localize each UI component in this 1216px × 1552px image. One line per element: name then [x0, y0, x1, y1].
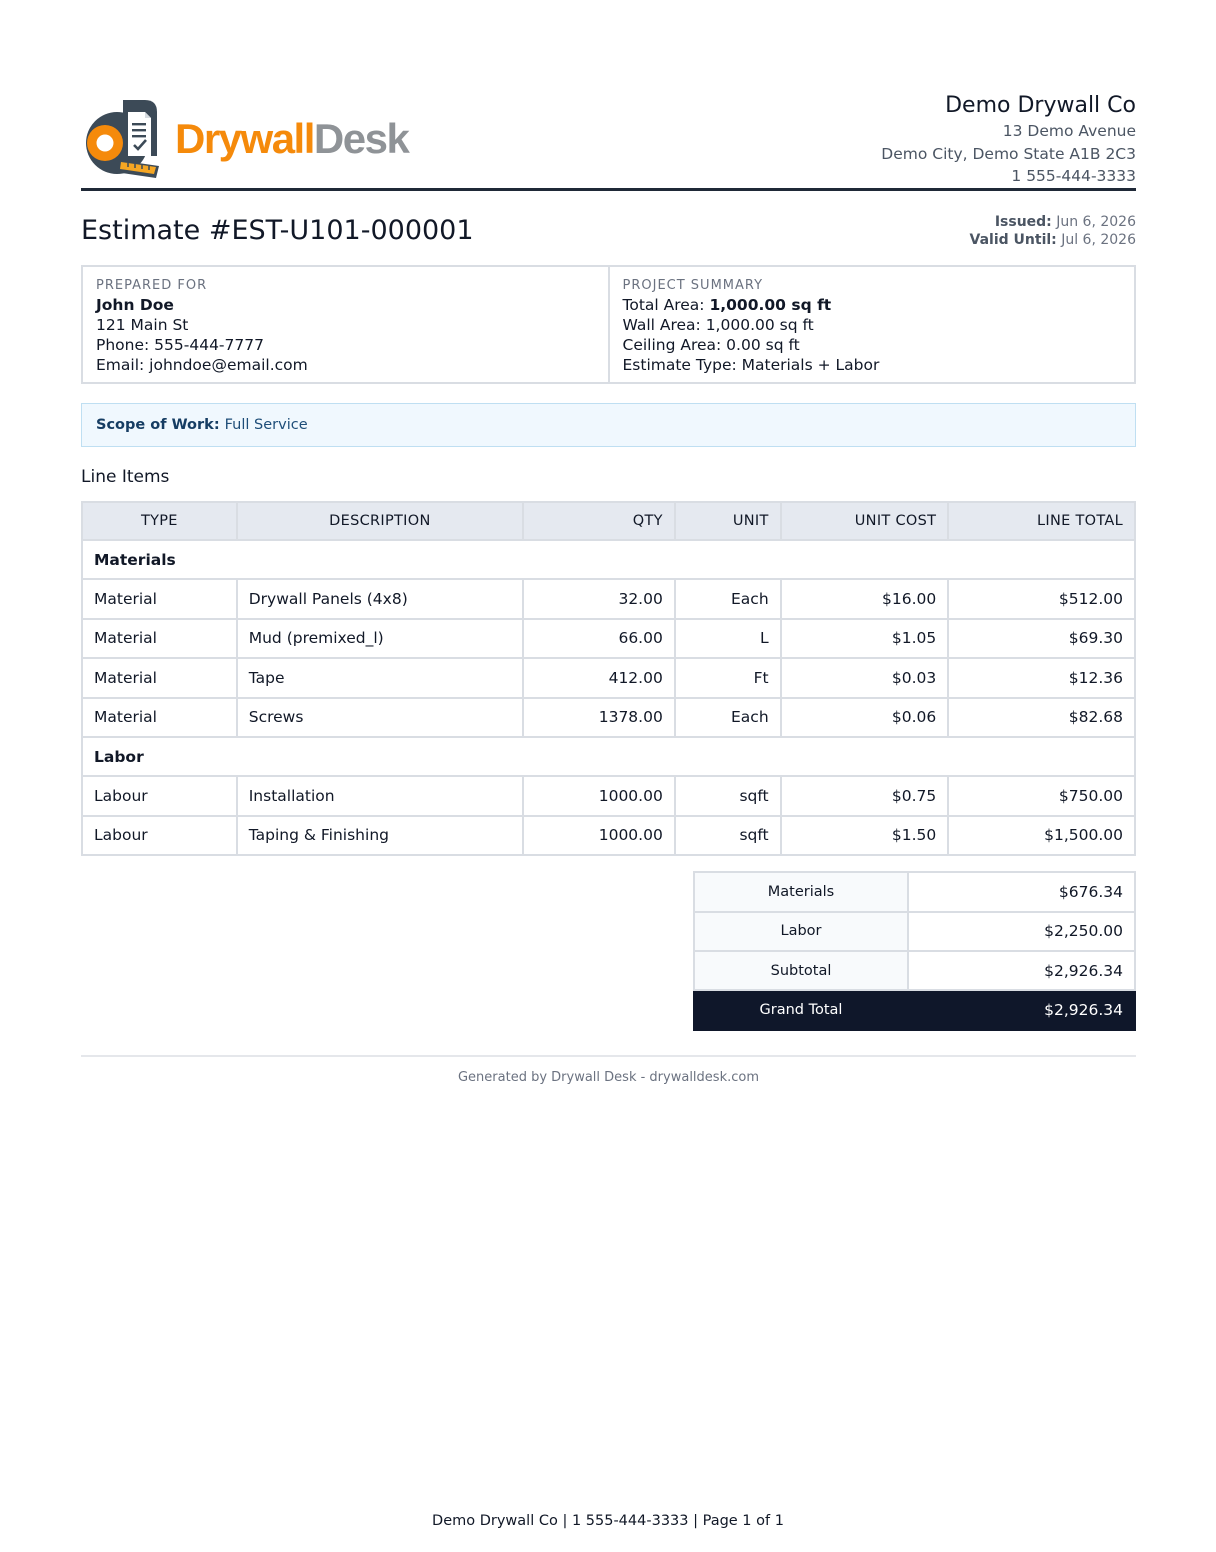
total-area: Total Area: 1,000.00 sq ft — [622, 296, 832, 314]
table-header-row — [82, 502, 1135, 540]
scope-label: Scope of Work: — [96, 417, 220, 433]
column-header-unit-cost: UNIT COST — [781, 502, 949, 540]
company-phone: 1 555-444-3333 — [1011, 167, 1136, 185]
totals-row-subtotal: Subtotal $2,926.34 — [694, 951, 1135, 990]
table-row: Material Drywall Panels (4x8) 32.00 Each $16.00 $512.00 — [82, 579, 1135, 618]
table-row: Material Mud (premixed_l) 66.00 L $1.05 $69.30 — [82, 619, 1135, 658]
table-row: Material Screws 1378.00 Each $0.06 $82.68 — [82, 698, 1135, 737]
column-header-type: TYPE — [82, 502, 237, 540]
estimate-type: Estimate Type: Materials + Labor — [622, 356, 880, 374]
column-header-line-total: LINE TOTAL — [948, 502, 1135, 540]
company-info — [881, 92, 1136, 188]
prepared-for-box — [83, 267, 608, 382]
company-address-2: Demo City, Demo State A1B 2C3 — [881, 144, 1136, 163]
estimate-document — [81, 88, 1136, 1085]
client-email: Email: johndoe@email.com — [96, 356, 308, 374]
totals-row-labor: Labor $2,250.00 — [694, 912, 1135, 951]
group-row-materials: Materials — [82, 540, 1135, 579]
logo-text-drywall: Drywall — [175, 115, 314, 162]
logo-text-desk: Desk — [313, 115, 409, 162]
group-row-labor: Labor — [82, 737, 1135, 776]
issued-label: Issued: — [994, 214, 1052, 230]
issued-date: Jun 6, 2026 — [1056, 214, 1136, 230]
valid-until-label: Valid Until: — [969, 232, 1057, 248]
project-summary-label: PROJECT SUMMARY — [622, 278, 764, 293]
totals-row-grand-total: Grand Total $2,926.34 — [694, 990, 1135, 1029]
totals-row-materials: Materials $676.34 — [694, 872, 1135, 911]
valid-until-date: Jul 6, 2026 — [1061, 232, 1136, 248]
table-row: Labour Installation 1000.00 sqft $0.75 $750.00 — [82, 776, 1135, 815]
project-summary-box — [608, 267, 1135, 382]
document-header — [81, 88, 1136, 191]
info-boxes — [81, 265, 1136, 384]
client-name: John Doe — [96, 296, 174, 314]
column-header-description: DESCRIPTION — [237, 502, 523, 540]
footer-divider — [81, 1055, 1136, 1057]
column-header-qty: QTY — [523, 502, 675, 540]
scope-of-work — [81, 403, 1136, 447]
company-address-1: 13 Demo Avenue — [1002, 122, 1136, 140]
page-footer: Demo Drywall Co | 1 555-444-3333 | Page 1 of 1 — [432, 1513, 784, 1529]
client-phone: Phone: 555-444-7777 — [96, 336, 264, 354]
scope-value: Full Service — [224, 417, 308, 433]
table-row: Material Tape 412.00 Ft $0.03 $12.36 — [82, 658, 1135, 697]
generated-by-text: Generated by Drywall Desk - drywalldesk.com — [457, 1069, 759, 1085]
estimate-dates — [970, 213, 1136, 249]
tape-measure-icon — [83, 96, 175, 182]
totals-table — [693, 871, 1136, 1031]
column-header-unit: UNIT — [675, 502, 781, 540]
table-row: Labour Taping & Finishing 1000.00 sqft $1.50 $1,500.00 — [82, 816, 1135, 855]
prepared-for-label: PREPARED FOR — [96, 278, 208, 293]
drywall-desk-logo — [83, 96, 408, 182]
ceiling-area: Ceiling Area: 0.00 sq ft — [622, 336, 800, 354]
client-address: 121 Main St — [96, 316, 189, 334]
line-items-table — [81, 501, 1136, 856]
wall-area: Wall Area: 1,000.00 sq ft — [622, 316, 814, 334]
line-items-title: Line Items — [81, 467, 170, 487]
estimate-title: Estimate #EST-U101-000001 — [81, 215, 474, 246]
company-name: Demo Drywall Co — [945, 93, 1136, 118]
